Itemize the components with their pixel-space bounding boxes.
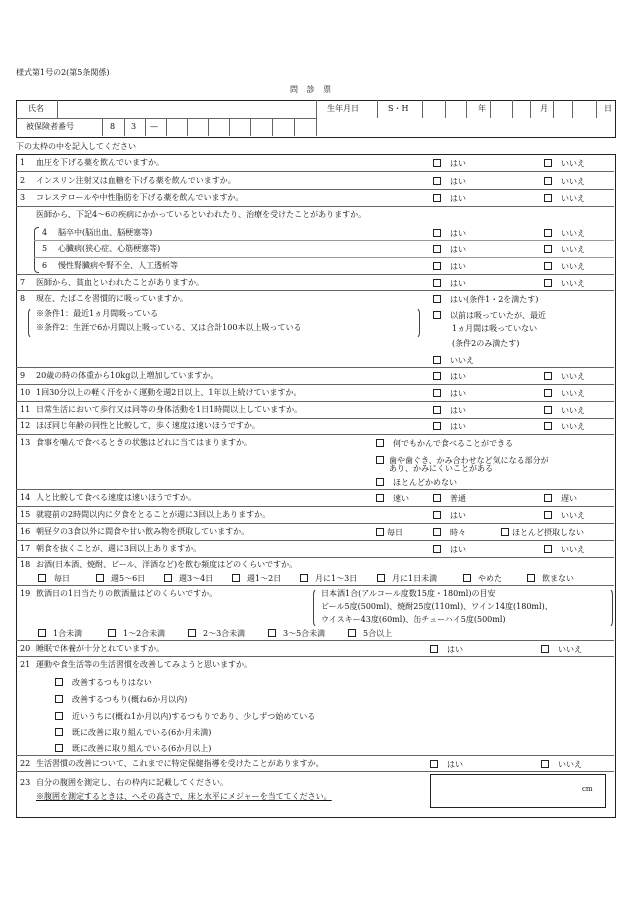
q21-opt-2[interactable]: 改善するつもり(概ね6か月以内) xyxy=(55,695,187,704)
q18-opt-never[interactable]: 飲まない xyxy=(527,574,574,583)
q8-cond1: ※条件1：最近1ヵ月間吸っている xyxy=(36,309,159,318)
q9-text: 20歳の時の体重から10kg以上増加していますか。 xyxy=(36,371,219,380)
q20-text: 睡眠で休養が十分とれていますか。 xyxy=(36,644,164,653)
year-label: 年 xyxy=(478,104,486,113)
q8-answer-3[interactable]: いいえ xyxy=(433,356,474,365)
q8-answer-2-line2: 1ヵ月間は吸っていない xyxy=(452,324,538,333)
q18-opt-1-2[interactable]: 週1～2日 xyxy=(232,574,281,583)
insured-digit-3: — xyxy=(150,122,158,131)
q6-yes[interactable]: はい xyxy=(433,262,466,271)
q8-cond2: ※条件2：生涯で6か月間以上吸っている、又は合計100本以上吸っている xyxy=(36,323,302,332)
q23-text: 自分の腹囲を測定し、右の枠内に記載してください。 xyxy=(36,778,228,787)
q10-no[interactable]: いいえ xyxy=(544,389,585,398)
q18-opt-daily[interactable]: 毎日 xyxy=(38,574,70,583)
q19-opt-1[interactable]: 1合未満 xyxy=(38,629,82,638)
q6-number: 6 xyxy=(42,261,48,270)
q13-answer-1[interactable]: 何でもかんで食べることができる xyxy=(376,439,513,448)
q15-text: 就寝前の2時間以内に夕食をとることが週に3回以上ありますか。 xyxy=(36,510,271,519)
q18-opt-quit[interactable]: やめた xyxy=(463,574,502,583)
q16-text: 朝昼夕の3食以外に間食や甘い飲み物を摂取していますか。 xyxy=(36,527,250,536)
q15-yes[interactable]: はい xyxy=(433,511,466,520)
insured-digit-1: 8 xyxy=(110,122,116,131)
q8-text: 現在、たばこを習慣的に吸っていますか。 xyxy=(36,294,188,303)
q19-opt-2[interactable]: 1～2合未満 xyxy=(108,629,165,638)
q2-text: インスリン注射又は血糖を下げる薬を飲んでいますか。 xyxy=(36,176,236,185)
q1-text: 血圧を下げる薬を飲んでいますか。 xyxy=(36,158,164,167)
q8-answer-1[interactable]: はい(条件1・2を満たす) xyxy=(433,295,538,304)
q6-text: 慢性腎臓病や腎不全、人工透析等 xyxy=(58,261,178,270)
q19-opt-4[interactable]: 3～5合未満 xyxy=(268,629,325,638)
q1-no[interactable]: いいえ xyxy=(544,159,585,168)
q7-no[interactable]: いいえ xyxy=(544,279,585,288)
q456-intro: 医師から、下記4～6の疾病にかかっているといわれたり、治療を受けたことがありますか。 xyxy=(36,210,367,219)
q19-text: 飲酒日の1日当たりの飲酒量はどのくらいですか。 xyxy=(36,589,218,598)
q15-no[interactable]: いいえ xyxy=(544,511,585,520)
q3-text: コレステロールや中性脂肪を下げる薬を飲んでいますか。 xyxy=(36,193,244,202)
q13-answer-2[interactable]: 歯や歯ぐき、かみ合わせなど気になる部分が xyxy=(376,456,549,465)
q18-text: お酒(日本酒、焼酎、ビール、洋酒など)を飲む頻度はどのくらいですか。 xyxy=(36,560,298,569)
q23-number: 23 xyxy=(20,778,31,787)
q15-number: 15 xyxy=(20,510,31,519)
q21-opt-4[interactable]: 既に改善に取り組んでいる(6か月未満) xyxy=(55,728,211,737)
month-label: 月 xyxy=(540,104,548,113)
q19-ref-line1: 日本酒1合(アルコール度数15度・180ml)の目安 xyxy=(321,589,496,598)
q5-text: 心臓病(狭心症、心筋梗塞等) xyxy=(58,244,161,253)
q6-no[interactable]: いいえ xyxy=(544,262,585,271)
q4-yes[interactable]: はい xyxy=(433,229,466,238)
name-label: 氏名 xyxy=(28,104,44,113)
q13-answer-3[interactable]: ほとんどかめない xyxy=(376,478,457,487)
q9-number: 9 xyxy=(20,371,26,380)
q5-number: 5 xyxy=(42,244,48,253)
q16-rarely[interactable]: ほとんど摂取しない xyxy=(501,528,584,537)
q22-no[interactable]: いいえ xyxy=(541,760,582,769)
q18-opt-5-6[interactable]: 週5～6日 xyxy=(96,574,145,583)
q20-number: 20 xyxy=(20,644,31,653)
q13-answer-2-line2: あり、かみにくいことがある xyxy=(389,464,493,473)
q5-no[interactable]: いいえ xyxy=(544,245,585,254)
q3-no[interactable]: いいえ xyxy=(544,194,585,203)
q7-text: 医師から、貧血といわれたことがありますか。 xyxy=(36,278,204,287)
q12-yes[interactable]: はい xyxy=(433,422,466,431)
q11-yes[interactable]: はい xyxy=(433,406,466,415)
q456-brace xyxy=(34,227,39,273)
q18-number: 18 xyxy=(20,560,31,569)
q19-ref-line2: ビール5度(500ml)、焼酎25度(110ml)、ワイン14度(180ml)、 xyxy=(321,602,553,611)
q22-yes[interactable]: はい xyxy=(430,760,463,769)
q16-sometimes[interactable]: 時々 xyxy=(433,528,466,537)
q21-opt-5[interactable]: 既に改善に取り組んでいる(6か月以上) xyxy=(55,744,211,753)
q1-number: 1 xyxy=(20,158,26,167)
q10-number: 10 xyxy=(20,388,31,397)
q17-yes[interactable]: はい xyxy=(433,545,466,554)
q12-text: ほぼ同じ年齢の同性と比較して、歩く速度は速いほうですか。 xyxy=(36,421,260,430)
q4-text: 脳卒中(脳出血、脳梗塞等) xyxy=(58,228,153,237)
q7-yes[interactable]: はい xyxy=(433,279,466,288)
q20-no[interactable]: いいえ xyxy=(541,645,582,654)
q10-text: 1回30分以上の軽く汗をかく運動を週2日以上、1年以上続けていますか。 xyxy=(36,388,302,397)
q18-opt-month-1-3[interactable]: 月に1～3日 xyxy=(300,574,357,583)
form-id: 様式第1号の2(第5条関係) xyxy=(16,68,110,77)
q14-slow[interactable]: 遅い xyxy=(544,494,577,503)
q18-opt-3-4[interactable]: 週3～4日 xyxy=(164,574,213,583)
page-title: 問 診 票 xyxy=(290,85,335,94)
q10-yes[interactable]: はい xyxy=(433,389,466,398)
q21-text: 運動や食生活等の生活習慣を改善してみようと思いますか。 xyxy=(36,660,252,669)
q19-ref-line3: ウイスキー43度(60ml)、缶チューハイ5度(500ml) xyxy=(321,615,506,624)
q17-number: 17 xyxy=(20,544,31,553)
insured-number-field[interactable] xyxy=(168,120,313,134)
q14-fast[interactable]: 速い xyxy=(376,494,409,503)
q11-number: 11 xyxy=(20,405,31,414)
q5-yes[interactable]: はい xyxy=(433,245,466,254)
q17-text: 朝食を抜くことが、週に3回以上ありますか。 xyxy=(36,544,202,553)
dob-label: 生年月日 xyxy=(327,104,359,113)
q21-number: 21 xyxy=(20,660,31,669)
q12-no[interactable]: いいえ xyxy=(544,422,585,431)
name-field[interactable] xyxy=(60,102,312,116)
instruction: 下の太枠の中を記入してください xyxy=(16,142,136,151)
q8-answer-2[interactable]: 以前は吸っていたが、最近 xyxy=(433,311,546,320)
q4-number: 4 xyxy=(42,228,48,237)
q2-no[interactable]: いいえ xyxy=(544,177,585,186)
q21-opt-3[interactable]: 近いうちに(概ね1か月以内)するつもりであり、少しずつ始めている xyxy=(55,712,315,721)
q8-number: 8 xyxy=(20,294,26,303)
q19-opt-3[interactable]: 2～3合未満 xyxy=(188,629,245,638)
q19-number: 19 xyxy=(20,589,31,598)
q11-text: 日常生活において歩行又は同等の身体活動を1日1時間以上していますか。 xyxy=(36,405,303,414)
q13-number: 13 xyxy=(20,438,31,447)
q8-answer-2-line3: (条件2のみ満たす) xyxy=(452,339,520,348)
q19-opt-5[interactable]: 5合以上 xyxy=(348,629,392,638)
q12-number: 12 xyxy=(20,421,31,430)
q7-number: 7 xyxy=(20,278,26,287)
q21-opt-1[interactable]: 改善するつもりはない xyxy=(55,678,152,687)
q20-yes[interactable]: はい xyxy=(430,645,463,654)
q22-number: 22 xyxy=(20,759,31,768)
q22-text: 生活習慣の改善について、これまでに特定保健指導を受けたことがありますか。 xyxy=(36,759,324,768)
insured-label: 被保険者番号 xyxy=(26,122,74,131)
q1-yes[interactable]: はい xyxy=(433,159,466,168)
insured-digit-2: 3 xyxy=(131,122,137,131)
q3-number: 3 xyxy=(20,193,26,202)
era-selector[interactable]: S・H xyxy=(388,104,409,113)
q14-text: 人と比較して食べる速度は速いほうですか。 xyxy=(36,493,196,502)
q11-no[interactable]: いいえ xyxy=(544,406,585,415)
q14-normal[interactable]: 普通 xyxy=(433,494,466,503)
q2-yes[interactable]: はい xyxy=(433,177,466,186)
q14-number: 14 xyxy=(20,493,31,502)
q13-text: 食事を噛んで食べるときの状態はどれに当てはまりますか。 xyxy=(36,438,252,447)
day-label: 日 xyxy=(604,104,612,113)
q16-daily[interactable]: 毎日 xyxy=(376,528,403,537)
q17-no[interactable]: いいえ xyxy=(544,545,585,554)
waist-unit: cm xyxy=(582,785,593,793)
q9-yes[interactable]: はい xyxy=(433,372,466,381)
q16-number: 16 xyxy=(20,527,31,536)
q23-note: ※腹囲を測定するときは、へその高さで、床と水平にメジャーを当ててください。 xyxy=(36,792,332,801)
q3-yes[interactable]: はい xyxy=(433,194,466,203)
waist-input-box[interactable] xyxy=(430,774,606,808)
q9-no[interactable]: いいえ xyxy=(544,372,585,381)
q2-number: 2 xyxy=(20,176,26,185)
q18-opt-month-less-1[interactable]: 月に1日未満 xyxy=(377,574,437,583)
q4-no[interactable]: いいえ xyxy=(544,229,585,238)
